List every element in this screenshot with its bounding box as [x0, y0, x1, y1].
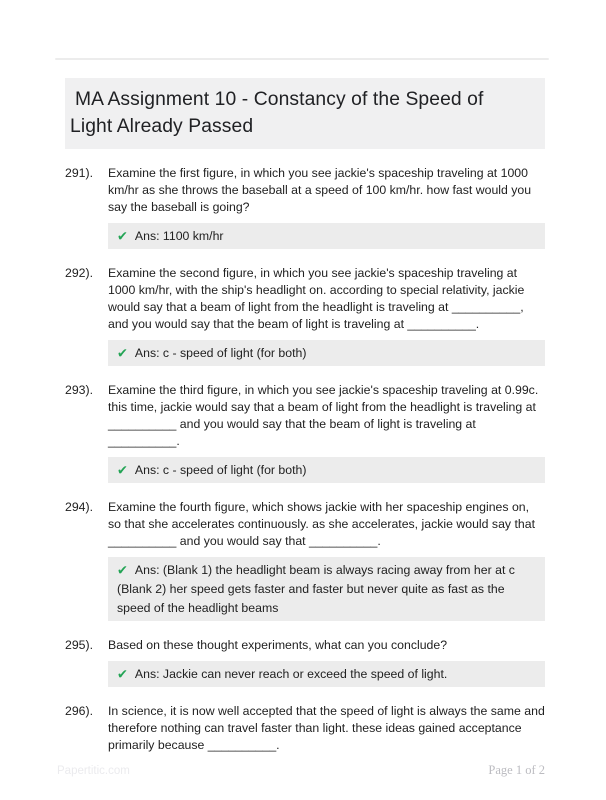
watermark-text: Papertitic.com	[57, 765, 130, 777]
question-body	[108, 382, 545, 483]
question-number: 291).	[65, 166, 94, 180]
question-number: 296).	[65, 704, 94, 718]
page-number-label: Page 1 of 2	[488, 763, 545, 777]
assignment-title: MA Assignment 10 - Constancy of the Speed of Light Already Passed	[65, 78, 545, 149]
page-content	[65, 78, 545, 754]
question-body	[108, 703, 545, 754]
question-row	[65, 165, 545, 249]
question-row	[65, 265, 545, 366]
answer-box	[108, 557, 545, 621]
question-number: 295).	[65, 638, 94, 652]
answer-line	[117, 460, 536, 480]
answer-line	[117, 560, 536, 580]
answer-text: Ans: Jackie can never reach or exceed the speed of light.	[134, 667, 448, 681]
answer-box	[108, 340, 545, 366]
question-text: Examine the third figure, in which you see jackie's spaceship traveling at 0.99c. this time, jackie would say that a beam of light from the headlight is traveling at __________ and you would say that the beam of light is traveling at __________.	[108, 383, 539, 448]
question-text: Examine the fourth figure, which shows jackie with her spaceship engines on, so that she accelerates continuously. as she accelerates, jackie would say that __________ and you would say that __________.	[108, 500, 535, 548]
question-text: In science, it is now well accepted that the speed of light is always the same and therefore nothing can travel faster than light. these ideas gained acceptance primarily because __________.	[108, 704, 545, 752]
answer-line	[117, 343, 536, 363]
answer-text: (Blank 2) her speed gets faster and faster but never quite as fast as the speed of the headlight beams	[117, 582, 505, 615]
answer-line	[117, 226, 536, 246]
answer-box	[108, 457, 545, 483]
question-row	[65, 499, 545, 621]
question-number: 294).	[65, 500, 94, 514]
question-text: Examine the first figure, in which you see jackie's spaceship traveling at 1000 km/hr as she throws the baseball at a speed of 100 km/hr. how fast would you say the baseball is going?	[108, 166, 532, 214]
check-icon: ✔	[117, 345, 128, 361]
check-icon: ✔	[117, 462, 128, 478]
answer-line	[117, 664, 536, 684]
question-row	[65, 382, 545, 483]
check-icon: ✔	[117, 228, 128, 244]
answer-text: Ans: 1100 km/hr	[134, 229, 224, 243]
check-icon: ✔	[117, 666, 128, 682]
answer-text: Ans: (Blank 1) the headlight beam is always racing away from her at c	[134, 563, 515, 577]
question-text: Based on these thought experiments, what can you conclude?	[108, 638, 448, 652]
question-body	[108, 265, 545, 366]
question-body	[108, 637, 545, 687]
question-list	[65, 165, 545, 754]
answer-box	[108, 661, 545, 687]
answer-text: Ans: c - speed of light (for both)	[134, 346, 307, 360]
top-divider	[55, 58, 549, 60]
question-row	[65, 637, 545, 687]
check-icon: ✔	[117, 562, 128, 578]
answer-text: Ans: c - speed of light (for both)	[134, 463, 307, 477]
question-row	[65, 703, 545, 754]
question-body	[108, 165, 545, 249]
answer-box	[108, 223, 545, 249]
question-text: Examine the second figure, in which you see jackie's spaceship traveling at 1000 km/hr, with the ship's headlight on. according to special relativity, jackie would say that a beam of light from the headlight is traveling at __________, and you would say that the beam of light is traveling at __________.	[108, 266, 525, 331]
question-number: 293).	[65, 383, 94, 397]
question-body	[108, 499, 545, 621]
question-number: 292).	[65, 266, 94, 280]
